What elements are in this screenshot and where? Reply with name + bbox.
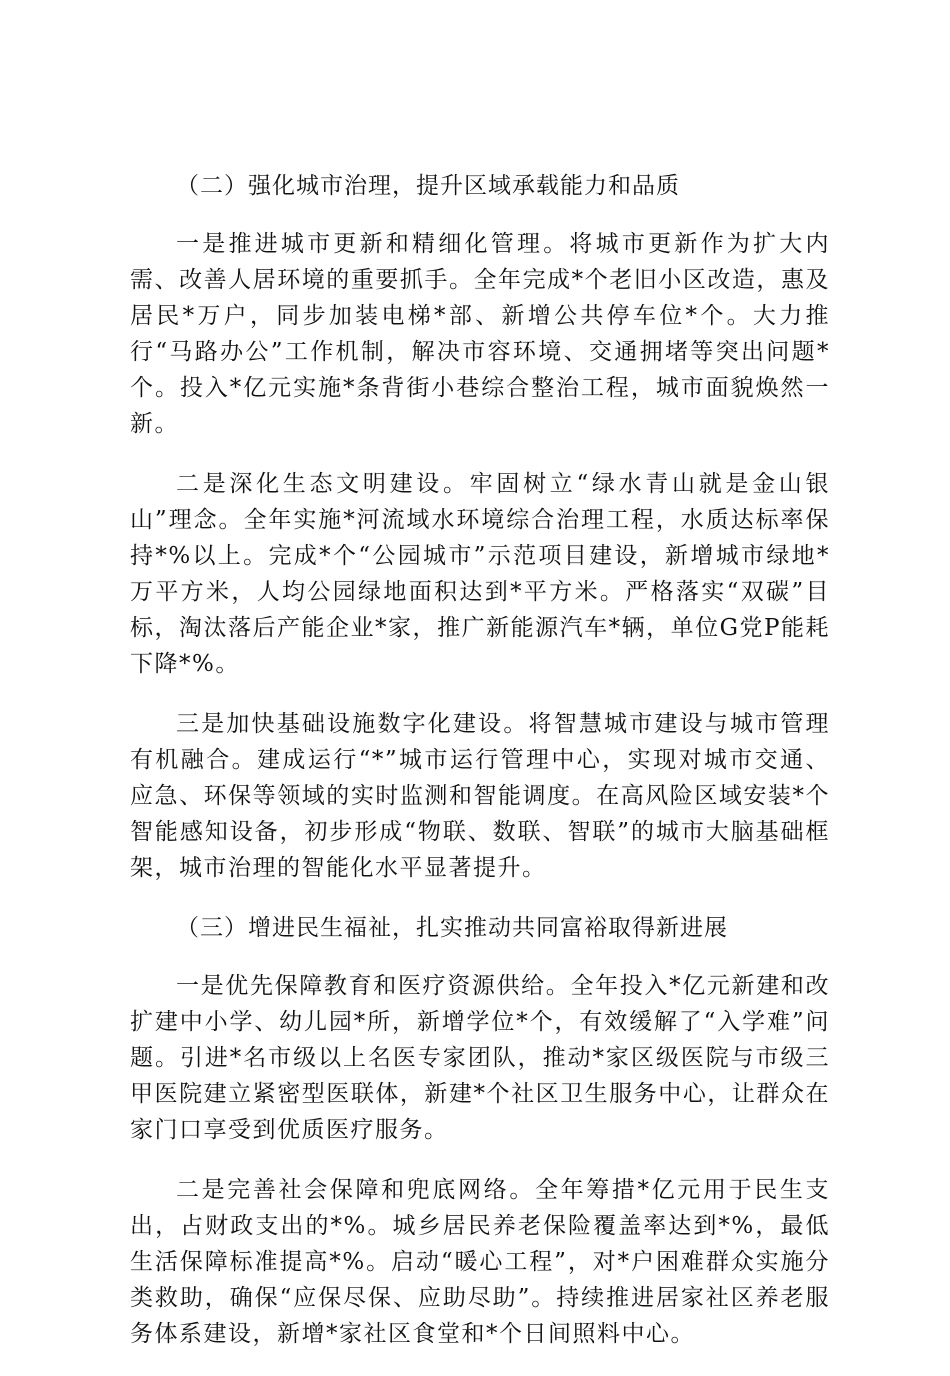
paragraph-social-security: 二是完善社会保障和兜底网络。全年筹措*亿元用于民生支出，占财政支出的*%。城乡居民养老保险覆盖率达到*%，最低生活保障标准提高*%。启动“暖心工程”，对*户困难群众实施分类救助，确保“应保尽保、应助尽助”。持续推进居家社区养老服务体系建设，新增*家社区食堂和*个日间照料中心。 — [130, 1177, 830, 1347]
paragraph-ecology: 二是深化生态文明建设。牢固树立“绿水青山就是金山银山”理念。全年实施*河流域水环境综合治理工程，水质达标率保持*%以上。完成*个“公园城市”示范项目建设，新增城市绿地*万平方米，人均公园绿地面积达到*平方米。严格落实“双碳”目标，淘汰落后产能企业*家，推广新能源汽车*辆，单位G党P能耗下降*%。 — [130, 471, 830, 677]
section-heading-2: （二）强化城市治理，提升区域承载能力和品质 — [176, 173, 680, 199]
section-heading-3: （三）增进民生福祉，扎实推动共同富裕取得新进展 — [176, 915, 728, 941]
paragraph-urban-renewal: 一是推进城市更新和精细化管理。将城市更新作为扩大内需、改善人居环境的重要抓手。全年完成*个老旧小区改造，惠及居民*万户，同步加装电梯*部、新增公共停车位*个。大力推行“马路办公”工作机制，解决市容环境、交通拥堵等突出问题*个。投入*亿元实施*条背街小巷综合整治工程，城市面貌焕然一新。 — [130, 231, 830, 437]
paragraph-education-medical: 一是优先保障教育和医疗资源供给。全年投入*亿元新建和改扩建中小学、幼儿园*所，新增学位*个，有效缓解了“入学难”问题。引进*名市级以上名医专家团队，推动*家区级医院与市级三甲医院建立紧密型医联体，新建*个社区卫生服务中心，让群众在家门口享受到优质医疗服务。 — [130, 973, 830, 1143]
paragraph-digital-infrastructure: 三是加快基础设施数字化建设。将智慧城市建设与城市管理有机融合。建成运行“*”城市运行管理中心，实现对城市交通、应急、环保等领域的实时监测和智能调度。在高风险区域安装*个智能感知设备，初步形成“物联、数联、智联”的城市大脑基础框架，城市治理的智能化水平显著提升。 — [130, 711, 830, 881]
document-body — [130, 168, 830, 1376]
